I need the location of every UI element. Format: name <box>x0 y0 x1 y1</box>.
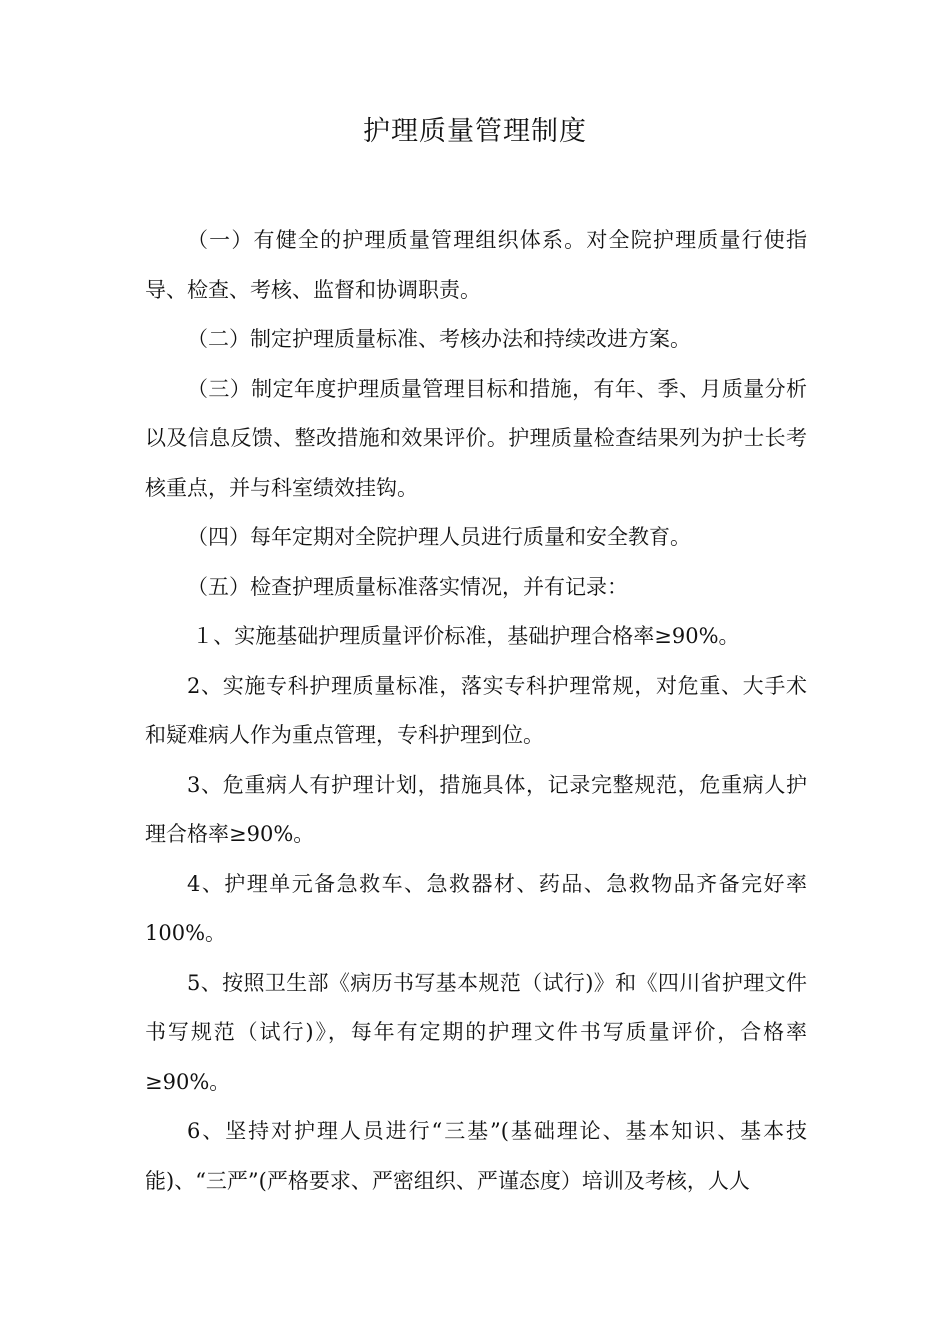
list-item-6: 6、坚持对护理人员进行“三基”(基础理论、基本知识、基本技能)、“三严”(严格要求、严密组织、严谨态度）培训及考核，人人 <box>145 1119 807 1193</box>
list-item-3: 3、危重病人有护理计划，措施具体，记录完整规范，危重病人护理合格率≥90%。 <box>145 772 807 846</box>
paragraph-2: （二）制定护理质量标准、考核办法和持续改进方案。 <box>187 327 691 351</box>
list-item-4: 4、护理单元备急救车、急救器材、药品、急救物品齐备完好率100%。 <box>145 871 807 945</box>
paragraph-4: （四）每年定期对全院护理人员进行质量和安全教育。 <box>187 525 691 549</box>
list-item-1: １、实施基础护理质量评价标准，基础护理合格率≥90%。 <box>192 624 740 648</box>
paragraph-1: （一）有健全的护理质量管理组织体系。对全院护理质量行使指导、检查、考核、监督和协调职责。 <box>145 228 807 302</box>
paragraph-5: （五）检查护理质量标准落实情况，并有记录： <box>187 574 628 599</box>
list-item-5: 5、按照卫生部《病历书写基本规范（试行)》和《四川省护理文件书写规范（试行)》，每年有定期的护理文件书写质量评价，合格率≥90%。 <box>145 970 807 1094</box>
paragraph-3: （三）制定年度护理质量管理目标和措施，有年、季、月质量分析以及信息反馈、整改措施和效果评价。护理质量检查结果列为护士长考核重点，并与科室绩效挂钩。 <box>145 376 807 500</box>
document-body <box>145 216 807 1206</box>
document-title: 护理质量管理制度 <box>363 116 587 147</box>
list-item-2: 2、实施专科护理质量标准，落实专科护理常规，对危重、大手术和疑难病人作为重点管理，专科护理到位。 <box>145 673 807 747</box>
